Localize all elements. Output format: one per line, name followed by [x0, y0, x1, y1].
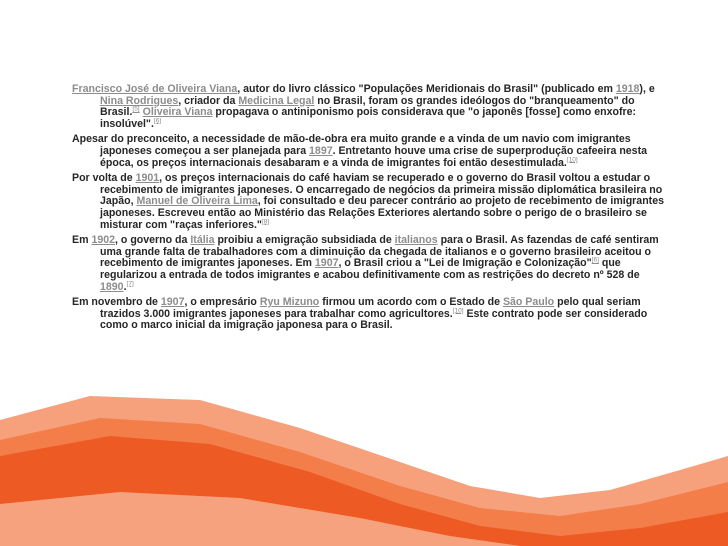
hyperlink[interactable]: Nina Rodrigues — [100, 94, 179, 107]
text-segment: no Brasil, foram os grandes ideólogos do "branqueamento" do Brasil. — [100, 94, 635, 119]
citation-ref — [262, 218, 269, 225]
citation-ref — [132, 106, 139, 113]
text-segment: , foi consultado e deu parecer contrário ao projeto de recebimento de imigrantes japoneses. Escreveu então ao Ministério das Relações Exteriores alertando sobre o perigo de o brasileiro se misturar com "raças inferiores." — [100, 195, 664, 231]
citation-ref — [154, 117, 161, 124]
hyperlink[interactable]: Oliveira Viana — [142, 106, 213, 119]
text-segment: , o Brasil criou a "Lei de Imigração e Colonização" — [338, 257, 592, 270]
text-segment: . — [123, 280, 127, 293]
hyperlink[interactable]: Medicina Legal — [238, 94, 315, 107]
citation-ref — [567, 156, 578, 163]
hyperlink[interactable]: 1918 — [615, 83, 640, 95]
citation-ref — [592, 257, 599, 264]
hyperlink[interactable]: Itália — [190, 234, 215, 247]
text-segment: firmou um acordo com o Estado de — [319, 296, 503, 309]
text-segment: Por volta de — [72, 172, 136, 185]
hyperlink[interactable]: São Paulo — [502, 296, 555, 309]
hyperlink[interactable]: 1907 — [314, 257, 339, 270]
citation-link[interactable]: [6] — [591, 256, 599, 264]
citation-ref — [127, 280, 134, 287]
text-segment: , o governo da — [115, 234, 191, 247]
paragraph — [72, 134, 664, 169]
hyperlink[interactable]: 1897 — [309, 144, 333, 157]
paragraph — [72, 84, 664, 130]
citation-link[interactable]: [8] — [261, 218, 270, 225]
citation-link[interactable]: [5] — [132, 105, 140, 113]
text-segment: propagava o antiniponismo pois considerava que "o japonês [fosse] como enxofre: insolúvel". — [100, 106, 637, 130]
paragraph — [72, 173, 664, 231]
citation-link[interactable]: [7] — [126, 279, 134, 287]
text-segment: que regularizou a entrada de todos imigrantes e acabou definitivamente com as restrições do decreto nº 528 de — [100, 257, 640, 281]
text-segment: , autor do livro clássico "Populações Meridionais do Brasil" (publicado em — [237, 83, 616, 95]
citation-link[interactable]: [10] — [566, 156, 578, 164]
hyperlink[interactable]: Ryu Mizuno — [259, 296, 320, 309]
hyperlink[interactable]: 1890 — [100, 280, 124, 293]
text-segment: ), e — [639, 83, 655, 95]
hyperlink[interactable]: 1902 — [91, 234, 116, 247]
citation-link[interactable]: [6] — [153, 117, 162, 125]
hyperlink[interactable]: 1901 — [135, 172, 160, 185]
hyperlink[interactable]: 1907 — [160, 296, 185, 309]
hyperlink[interactable]: Francisco José de Oliveira Viana — [72, 83, 238, 95]
text-segment: pelo qual seriam trazidos 3.000 imigrantes japoneses para trabalhar como agricultores. — [100, 296, 641, 320]
paragraph — [72, 235, 664, 293]
text-segment: . Entretanto houve uma crise de superprodução cafeeira nesta época, os preços internacionais desabaram e a vinda de imigrantes foi então desestimulada. — [100, 144, 647, 169]
text-segment: Em — [72, 234, 92, 247]
hyperlink[interactable]: italianos — [394, 234, 438, 247]
text-segment: Este contrato pode ser considerado como o marco inicial da imigração japonesa para o Brasil. — [100, 307, 648, 332]
hyperlink[interactable]: Manuel de Oliveira Lima — [136, 195, 258, 208]
text-segment: , o empresário — [184, 296, 260, 309]
text-segment: Apesar do preconceito, a necessidade de mão-de-obra era muito grande e a vinda de um navio com imigrantes japoneses começou a ser planejada para — [72, 133, 631, 157]
citation-ref — [453, 307, 464, 314]
citation-link[interactable]: [10] — [452, 307, 464, 315]
slide-body-text — [72, 84, 664, 336]
text-segment: Em novembro de — [72, 296, 161, 309]
text-segment: proibiu a emigração subsidiada de — [214, 234, 395, 247]
text-segment: , criador da — [178, 94, 239, 107]
text-segment: para o Brasil. As fazendas de café sentiram uma grande falta de trabalhadores com a diminuição da chegada de italianos e o governo brasileiro aceitou o recebimento de imigrantes japoneses. Em — [100, 234, 659, 270]
paragraph — [72, 297, 664, 332]
text-segment: , os preços internacionais do café haviam se recuperado e o governo do Brasil voltou a estudar o recebimento de imigrantes japoneses. O encarregado de negócios da primeira missão diplomática brasileira no Japão, — [100, 172, 663, 208]
